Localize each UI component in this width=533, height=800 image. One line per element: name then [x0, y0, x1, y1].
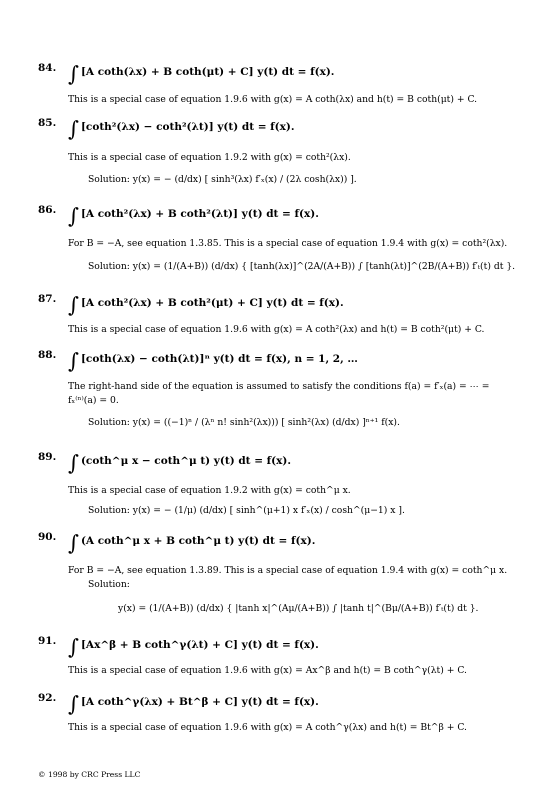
equation-note: This is a special case of equation 1.9.6 with g(x) = A coth²(λx) and h(t) = B coth²(μt) + C.	[68, 324, 485, 335]
equation-formula: ∫ [A coth²(λx) + B coth²(μt) + C] y(t) dt = f(x).	[68, 293, 344, 317]
equation-number: 88.	[38, 349, 57, 361]
integral-sign: ∫	[68, 451, 79, 475]
equation-formula: ∫ [coth(λx) − coth(λt)]ⁿ y(t) dt = f(x), n = 1, 2, …	[68, 349, 358, 373]
equation-formula: ∫ [A coth²(λx) + B coth²(λt)] y(t) dt = f(x).	[68, 204, 319, 228]
equation-note-continued: fₓ⁽ⁿ⁾(a) = 0.	[68, 395, 119, 406]
equation-number: 85.	[38, 117, 57, 129]
equation-formula: ∫ [Ax^β + B coth^γ(λt) + C] y(t) dt = f(x).	[68, 635, 319, 659]
integral-sign: ∫	[68, 117, 79, 141]
equation-formula: ∫ [coth²(λx) − coth²(λt)] y(t) dt = f(x).	[68, 117, 295, 141]
equation-note: This is a special case of equation 1.9.6 with g(x) = A coth^γ(λx) and h(t) = Bt^β + C.	[68, 722, 467, 733]
equation-number: 86.	[38, 204, 57, 216]
equation-number: 84.	[38, 62, 57, 74]
equation-note: For B = −A, see equation 1.3.85. This is a special case of equation 1.9.4 with g(x) = coth²(λx).	[68, 238, 508, 249]
equation-number: 92.	[38, 692, 57, 704]
equation-formula: ∫ (A coth^μ x + B coth^μ t) y(t) dt = f(x).	[68, 531, 316, 555]
solution: Solution: y(x) = (1/(A+B)) (d/dx) { [tanh(λx)]^(2A/(A+B)) ∫ [tanh(λt)]^(2B/(A+B)) f′ₜ(t) dt }.	[88, 261, 516, 272]
equation-number: 89.	[38, 451, 57, 463]
equation-formula: ∫ [A coth^γ(λx) + Bt^β + C] y(t) dt = f(x).	[68, 692, 319, 716]
solution: Solution: y(x) = − (d/dx) [ sinh³(λx) f′ₓ(x) / (2λ cosh(λx)) ].	[88, 174, 357, 185]
equation-note: This is a special case of equation 1.9.2 with g(x) = coth²(λx).	[68, 152, 351, 163]
integral-sign: ∫	[68, 204, 79, 228]
equation-number: 91.	[38, 635, 57, 647]
equation-note: The right-hand side of the equation is assumed to satisfy the conditions f(a) = f′ₓ(a) = ⋯ =	[68, 381, 490, 392]
equation-formula: ∫ (coth^μ x − coth^μ t) y(t) dt = f(x).	[68, 451, 292, 475]
integral-sign: ∫	[68, 692, 79, 716]
copyright-footer: © 1998 by CRC Press LLC	[38, 770, 141, 779]
solution: y(x) = (1/(A+B)) (d/dx) { |tanh x|^(Aμ/(A+B)) ∫ |tanh t|^(Bμ/(A+B)) f′ₜ(t) dt }.	[118, 603, 479, 614]
integral-sign: ∫	[68, 62, 79, 86]
integral-sign: ∫	[68, 349, 79, 373]
integral-sign: ∫	[68, 293, 79, 317]
equation-note: This is a special case of equation 1.9.6 with g(x) = Ax^β and h(t) = B coth^γ(λt) + C.	[68, 665, 467, 676]
equation-note: For B = −A, see equation 1.3.89. This is a special case of equation 1.9.4 with g(x) = coth^μ x.	[68, 565, 508, 576]
equation-number: 87.	[38, 293, 57, 305]
equation-number: 90.	[38, 531, 57, 543]
solution: Solution: y(x) = ((−1)ⁿ / (λⁿ n! sinh²(λx))) [ sinh²(λx) (d/dx) ]ⁿ⁺¹ f(x).	[88, 417, 400, 428]
integral-sign: ∫	[68, 531, 79, 555]
solution: Solution: y(x) = − (1/μ) (d/dx) [ sinh^(μ+1) x f′ₓ(x) / cosh^(μ−1) x ].	[88, 505, 405, 516]
integral-sign: ∫	[68, 635, 79, 659]
equation-formula: ∫ [A coth(λx) + B coth(μt) + C] y(t) dt = f(x).	[68, 62, 335, 86]
equation-note: This is a special case of equation 1.9.6 with g(x) = A coth(λx) and h(t) = B coth(μt) + C.	[68, 94, 478, 105]
solution-label: Solution:	[88, 579, 130, 590]
equation-note: This is a special case of equation 1.9.2 with g(x) = coth^μ x.	[68, 485, 351, 496]
